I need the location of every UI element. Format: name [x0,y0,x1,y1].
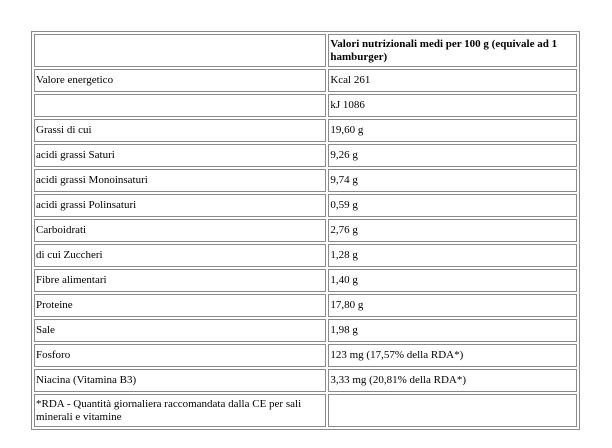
nutrient-value: 1,40 g [328,269,577,292]
header-value-cell: Valori nutrizionali medi per 100 g (equivale ad 1 hamburger) [328,34,577,67]
nutrient-label: Grassi di cui [34,119,326,142]
table-footnote-row [34,394,577,427]
nutrient-value: 1,98 g [328,319,577,342]
nutrition-table [31,31,580,430]
nutrient-label: Niacina (Vitamina B3) [34,369,326,392]
table-row [34,94,577,117]
nutrient-value: 9,74 g [328,169,577,192]
nutrient-value: 9,26 g [328,144,577,167]
table-row [34,269,577,292]
table-row [34,319,577,342]
nutrient-label [34,94,326,117]
table-row [34,169,577,192]
header-label-cell [34,34,326,67]
nutrient-label: Carboidrati [34,219,326,242]
nutrient-label: Fosforo [34,344,326,367]
nutrient-label: Fibre alimentari [34,269,326,292]
table-row [34,294,577,317]
nutrient-label: acidi grassi Polinsaturi [34,194,326,217]
footnote-text: *RDA - Quantità giornaliera raccomandata dalla CE per sali minerali e vitamine [34,394,326,427]
table-row [34,344,577,367]
nutrient-value: 17,80 g [328,294,577,317]
nutrient-label: Sale [34,319,326,342]
nutrient-label: acidi grassi Saturi [34,144,326,167]
table-row [34,144,577,167]
nutrient-value: 1,28 g [328,244,577,267]
footnote-empty-cell [328,394,577,427]
nutrient-value: 0,59 g [328,194,577,217]
nutrient-value: 3,33 mg (20,81% della RDA*) [328,369,577,392]
nutrient-value: 19,60 g [328,119,577,142]
table-row [34,194,577,217]
nutrient-label: Valore energetico [34,69,326,92]
table-row [34,244,577,267]
nutrient-label: Proteine [34,294,326,317]
nutrient-label: acidi grassi Monoinsaturi [34,169,326,192]
nutrient-value: kJ 1086 [328,94,577,117]
nutrient-label: di cui Zuccheri [34,244,326,267]
table-row [34,69,577,92]
nutrient-value: 123 mg (17,57% della RDA*) [328,344,577,367]
nutrient-value: Kcal 261 [328,69,577,92]
table-row [34,369,577,392]
nutrient-value: 2,76 g [328,219,577,242]
table-row [34,219,577,242]
table-row [34,119,577,142]
table-header-row [34,34,577,67]
